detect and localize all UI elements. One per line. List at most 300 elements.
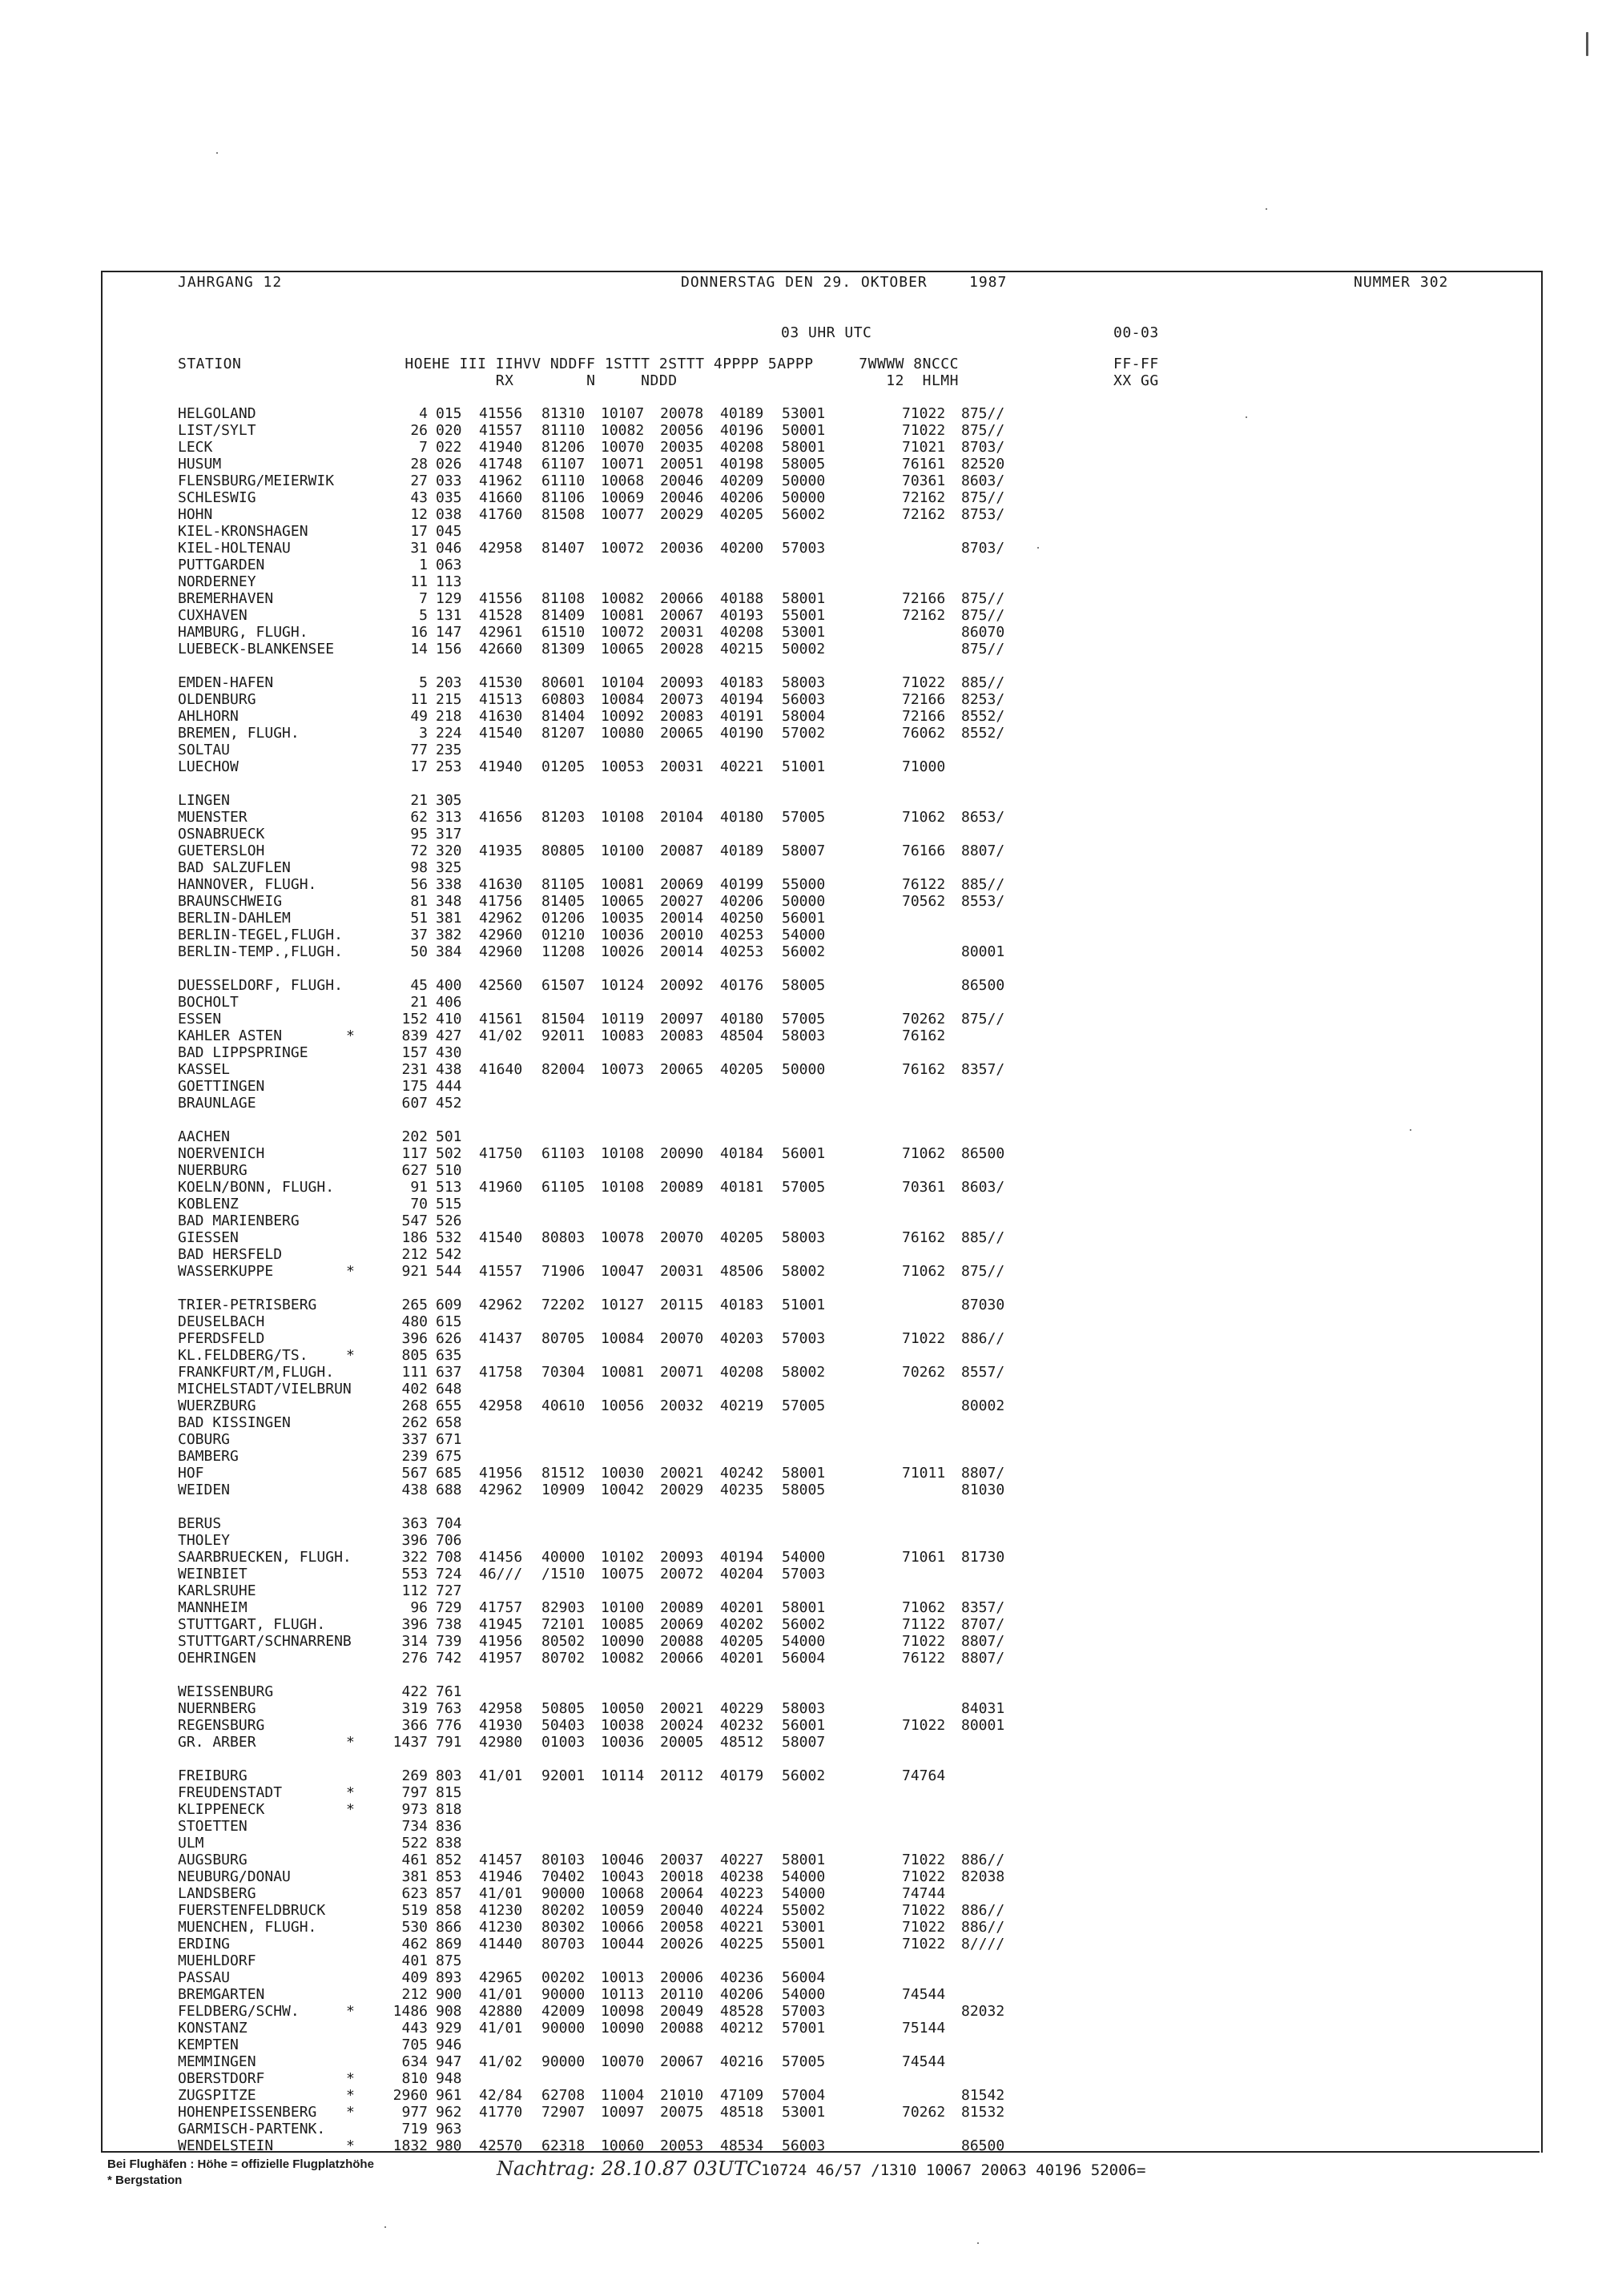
nddff-value: 50805: [541, 1700, 586, 1717]
nddff-value: 80803: [541, 1229, 586, 1246]
iihvv-value: 42660: [479, 641, 523, 657]
nddff-value: 82004: [541, 1061, 586, 1078]
station-id: 947: [436, 2053, 462, 2070]
station-id: 430: [436, 1044, 462, 1061]
iihvv-value: 41930: [479, 1717, 523, 1734]
temp-group: 10098: [601, 2003, 645, 2020]
station-name: PFERDSFELD: [178, 1330, 265, 1347]
dew-group: 20110: [660, 1986, 704, 2003]
weather-group: 71022: [902, 1919, 946, 1936]
station-id: 637: [436, 1364, 462, 1381]
cloud-group: 875//: [961, 489, 1005, 506]
pressure-group: 40203: [720, 1330, 764, 1347]
iihvv-value: 41/01: [479, 1986, 523, 2003]
nddff-value: 01206: [541, 910, 586, 927]
station-id: 893: [436, 1969, 462, 1986]
cloud-group: 875//: [961, 1011, 1005, 1027]
nddff-value: 80705: [541, 1330, 586, 1347]
station-name: NOERVENICH: [178, 1145, 265, 1162]
weather-group: 76162: [902, 1061, 946, 1078]
nddff-value: 90000: [541, 2020, 586, 2037]
station-height: 409: [401, 1969, 428, 1986]
station-id: 615: [436, 1313, 462, 1330]
dew-group: 20035: [660, 439, 704, 456]
iihvv-value: 41770: [479, 2104, 523, 2121]
station-height: 27: [410, 472, 428, 489]
temp-group: 10038: [601, 1717, 645, 1734]
station-id: 305: [436, 792, 462, 809]
weather-group: 76162: [902, 1229, 946, 1246]
pressure-group: 40183: [720, 674, 764, 691]
station-height: 50: [410, 943, 428, 960]
tendency-group: 58001: [782, 439, 826, 456]
station-height: 1486: [392, 2003, 428, 2020]
pressure-group: 40183: [720, 1297, 764, 1313]
dew-group: 20031: [660, 624, 704, 641]
station-height: 5: [419, 607, 428, 624]
station-id: 962: [436, 2104, 462, 2121]
iihvv-value: 42962: [479, 1482, 523, 1498]
weather-group: 71022: [902, 1717, 946, 1734]
nddff-value: 10909: [541, 1482, 586, 1498]
station-height: 17: [410, 758, 428, 775]
station-height: 17: [410, 523, 428, 540]
station-height: 443: [401, 2020, 428, 2037]
station-id: 869: [436, 1936, 462, 1952]
pressure-group: 48504: [720, 1027, 764, 1044]
pressure-group: 40212: [720, 2020, 764, 2037]
nddff-value: 60803: [541, 691, 586, 708]
nddff-value: 80702: [541, 1650, 586, 1667]
station-height: 547: [401, 1212, 428, 1229]
station-height: 152: [401, 1011, 428, 1027]
dew-group: 20075: [660, 2104, 704, 2121]
nddff-value: 70304: [541, 1364, 586, 1381]
temp-group: 10108: [601, 1179, 645, 1196]
tendency-group: 54000: [782, 1986, 826, 2003]
station-name: KIEL-KRONSHAGEN: [178, 523, 308, 540]
issue-year: 1987: [969, 274, 1008, 291]
nddff-value: 40000: [541, 1549, 586, 1566]
station-name: FUERSTENFELDBRUCK: [178, 1902, 326, 1919]
cloud-group: 875//: [961, 641, 1005, 657]
pressure-group: 48528: [720, 2003, 764, 2020]
station-name: WEISSENBURG: [178, 1683, 274, 1700]
dew-group: 20021: [660, 1465, 704, 1482]
pressure-group: 48534: [720, 2137, 764, 2154]
weather-group: 71022: [902, 1330, 946, 1347]
pressure-group: 40242: [720, 1465, 764, 1482]
station-name: KLIPPENECK: [178, 1801, 265, 1818]
station-height: 231: [401, 1061, 428, 1078]
station-name: WENDELSTEIN: [178, 2137, 274, 2154]
station-height: 401: [401, 1952, 428, 1969]
column-header-extra2: XX GG: [1113, 372, 1159, 389]
station-height: 95: [410, 826, 428, 842]
tendency-group: 57005: [782, 809, 826, 826]
scan-speck: [1410, 1129, 1411, 1131]
station-name: NORDERNEY: [178, 573, 256, 590]
dew-group: 20066: [660, 1650, 704, 1667]
cloud-group: 875//: [961, 1263, 1005, 1280]
pressure-group: 40204: [720, 1566, 764, 1582]
station-height: 1: [419, 557, 428, 573]
station-height: 239: [401, 1448, 428, 1465]
station-id: 035: [436, 489, 462, 506]
nddff-value: 80502: [541, 1633, 586, 1650]
station-height: 91: [410, 1179, 428, 1196]
weather-group: 70562: [902, 893, 946, 910]
nddff-value: 61107: [541, 456, 586, 472]
nddff-value: 72202: [541, 1297, 586, 1313]
station-height: 977: [401, 2104, 428, 2121]
nddff-value: 82903: [541, 1599, 586, 1616]
station-name: BAD SALZUFLEN: [178, 859, 291, 876]
station-id: 609: [436, 1297, 462, 1313]
dew-group: 20097: [660, 1011, 704, 1027]
iihvv-value: 42960: [479, 927, 523, 943]
nddff-value: 81207: [541, 725, 586, 742]
iihvv-value: 41750: [479, 1145, 523, 1162]
dew-group: 20032: [660, 1397, 704, 1414]
iihvv-value: 41940: [479, 758, 523, 775]
pressure-group: 40253: [720, 927, 764, 943]
temp-group: 10053: [601, 758, 645, 775]
tendency-group: 57001: [782, 2020, 826, 2037]
weather-group: 71022: [902, 1902, 946, 1919]
station-id: 502: [436, 1145, 462, 1162]
weather-group: 71062: [902, 809, 946, 826]
station-id: 131: [436, 607, 462, 624]
station-height: 98: [410, 859, 428, 876]
station-height: 7: [419, 439, 428, 456]
scan-speck: [1246, 416, 1247, 418]
station-height: 366: [401, 1717, 428, 1734]
cloud-group: 8557/: [961, 1364, 1005, 1381]
station-height: 381: [401, 1868, 428, 1885]
iihvv-value: 41945: [479, 1616, 523, 1633]
pressure-group: 40253: [720, 943, 764, 960]
temp-group: 10044: [601, 1936, 645, 1952]
station-name: DUESSELDORF, FLUGH.: [178, 977, 343, 994]
temp-group: 10085: [601, 1616, 645, 1633]
pressure-group: 40202: [720, 1616, 764, 1633]
temp-group: 10108: [601, 809, 645, 826]
station-name: BREMGARTEN: [178, 1986, 265, 2003]
station-name: AACHEN: [178, 1128, 231, 1145]
nddff-value: 62708: [541, 2087, 586, 2104]
pressure-group: 40176: [720, 977, 764, 994]
weather-group: 71122: [902, 1616, 946, 1633]
station-id: 738: [436, 1616, 462, 1633]
station-height: 77: [410, 742, 428, 758]
station-height: 269: [401, 1767, 428, 1784]
tendency-group: 53001: [782, 1919, 826, 1936]
dew-group: 20066: [660, 590, 704, 607]
station-id: 513: [436, 1179, 462, 1196]
nddff-value: 81309: [541, 641, 586, 657]
tendency-group: 55002: [782, 1902, 826, 1919]
pressure-group: 40194: [720, 691, 764, 708]
pressure-group: 40184: [720, 1145, 764, 1162]
temp-group: 10082: [601, 1650, 645, 1667]
station-name: GUETERSLOH: [178, 842, 265, 859]
nddff-value: 71906: [541, 1263, 586, 1280]
weather-group: 76122: [902, 1650, 946, 1667]
station-height: 322: [401, 1549, 428, 1566]
cloud-group: 82032: [961, 2003, 1005, 2020]
station-height: 12: [410, 506, 428, 523]
iihvv-value: 42958: [479, 1397, 523, 1414]
nddff-value: 81108: [541, 590, 586, 607]
pressure-group: 47109: [720, 2087, 764, 2104]
weather-group: 76162: [902, 1027, 946, 1044]
weather-group: 72166: [902, 708, 946, 725]
dew-group: 20056: [660, 422, 704, 439]
nddff-value: 81106: [541, 489, 586, 506]
station-height: 530: [401, 1919, 428, 1936]
station-name: BAD LIPPSPRINGE: [178, 1044, 308, 1061]
iihvv-value: 41660: [479, 489, 523, 506]
temp-group: 10127: [601, 1297, 645, 1313]
pressure-group: 40219: [720, 1397, 764, 1414]
tendency-group: 50000: [782, 893, 826, 910]
temp-group: 10100: [601, 842, 645, 859]
station-name: ERDING: [178, 1936, 231, 1952]
tendency-group: 50002: [782, 641, 826, 657]
cloud-group: 8653/: [961, 809, 1005, 826]
station-height: 705: [401, 2037, 428, 2053]
tendency-group: 57005: [782, 1397, 826, 1414]
station-name: KONSTANZ: [178, 2020, 248, 2037]
temp-group: 10072: [601, 540, 645, 557]
dew-group: 20046: [660, 489, 704, 506]
tendency-group: 55000: [782, 876, 826, 893]
station-id: 875: [436, 1952, 462, 1969]
tendency-group: 56002: [782, 506, 826, 523]
cloud-group: 885//: [961, 1229, 1005, 1246]
weather-group: 71062: [902, 1263, 946, 1280]
station-name: HAMBURG, FLUGH.: [178, 624, 308, 641]
tendency-group: 51001: [782, 1297, 826, 1313]
tendency-group: 58002: [782, 1364, 826, 1381]
station-height: 734: [401, 1818, 428, 1835]
temp-group: 10097: [601, 2104, 645, 2121]
pressure-group: 40196: [720, 422, 764, 439]
nddff-value: 80103: [541, 1852, 586, 1868]
cloud-group: 875//: [961, 590, 1005, 607]
cloud-group: 82520: [961, 456, 1005, 472]
cloud-group: 8552/: [961, 725, 1005, 742]
station-height: 157: [401, 1044, 428, 1061]
nddff-value: 81409: [541, 607, 586, 624]
tendency-group: 53001: [782, 405, 826, 422]
station-id: 224: [436, 725, 462, 742]
station-name: LUECHOW: [178, 758, 239, 775]
station-name: BREMERHAVEN: [178, 590, 274, 607]
station-name: KOBLENZ: [178, 1196, 239, 1212]
weather-group: 76166: [902, 842, 946, 859]
iihvv-value: 41/02: [479, 1027, 523, 1044]
cloud-group: 875//: [961, 422, 1005, 439]
station-name: THOLEY: [178, 1532, 231, 1549]
cloud-group: 8253/: [961, 691, 1005, 708]
station-name: KL.FELDBERG/TS.: [178, 1347, 308, 1364]
scan-speck: [216, 152, 218, 154]
station-name: SOLTAU: [178, 742, 231, 758]
station-name: BERLIN-TEGEL,FLUGH.: [178, 927, 343, 943]
cloud-group: 8703/: [961, 439, 1005, 456]
pressure-group: 40208: [720, 1364, 764, 1381]
station-height: 56: [410, 876, 428, 893]
iihvv-value: 41956: [479, 1633, 523, 1650]
temp-group: 10046: [601, 1852, 645, 1868]
nddff-value: 50403: [541, 1717, 586, 1734]
station-height: 7: [419, 590, 428, 607]
station-id: 763: [436, 1700, 462, 1717]
pressure-group: 40216: [720, 2053, 764, 2070]
nddff-value: 81512: [541, 1465, 586, 1482]
station-id: 900: [436, 1986, 462, 2003]
weather-group: 75144: [902, 2020, 946, 2037]
tendency-group: 57005: [782, 1179, 826, 1196]
weather-group: 71061: [902, 1549, 946, 1566]
station-height: 363: [401, 1515, 428, 1532]
station-name: STOETTEN: [178, 1818, 248, 1835]
temp-group: 10059: [601, 1902, 645, 1919]
station-id: 020: [436, 422, 462, 439]
temp-group: 10113: [601, 1986, 645, 2003]
station-name: EMDEN-HAFEN: [178, 674, 274, 691]
station-id: 685: [436, 1465, 462, 1482]
temp-group: 10060: [601, 2137, 645, 2154]
nddff-value: 80703: [541, 1936, 586, 1952]
station-id: 948: [436, 2070, 462, 2087]
cloud-group: 86500: [961, 1145, 1005, 1162]
iihvv-value: 42961: [479, 624, 523, 641]
station-id: 857: [436, 1885, 462, 1902]
tendency-group: 56004: [782, 1969, 826, 1986]
iihvv-value: 42560: [479, 977, 523, 994]
supplement-report: 10724 46/57 /1310 10067 20063 40196 52006=: [761, 2161, 1146, 2179]
tendency-group: 57004: [782, 2087, 826, 2104]
station-name: KIEL-HOLTENAU: [178, 540, 291, 557]
station-height: 11: [410, 691, 428, 708]
station-name: BERUS: [178, 1515, 222, 1532]
iihvv-value: 41760: [479, 506, 523, 523]
station-height: 438: [401, 1482, 428, 1498]
station-id: 218: [436, 708, 462, 725]
weather-group: 70361: [902, 472, 946, 489]
pressure-group: 40191: [720, 708, 764, 725]
weather-group: 71062: [902, 1599, 946, 1616]
station-name: WASSERKUPPE: [178, 1263, 274, 1280]
temp-group: 10084: [601, 1330, 645, 1347]
station-name: PASSAU: [178, 1969, 231, 1986]
temp-group: 10081: [601, 1364, 645, 1381]
tendency-group: 56001: [782, 1145, 826, 1162]
tendency-group: 58005: [782, 456, 826, 472]
cloud-group: 885//: [961, 876, 1005, 893]
pressure-group: 40229: [720, 1700, 764, 1717]
cloud-group: 8357/: [961, 1599, 1005, 1616]
column-header-extra1: FF-FF: [1113, 356, 1159, 372]
dew-group: 20065: [660, 1061, 704, 1078]
station-name: SAARBRUECKEN, FLUGH.: [178, 1549, 352, 1566]
station-id: 724: [436, 1566, 462, 1582]
weather-group: 74764: [902, 1767, 946, 1784]
station-height: 14: [410, 641, 428, 657]
tendency-group: 57005: [782, 1011, 826, 1027]
station-name: KEMPTEN: [178, 2037, 239, 2053]
pressure-group: 40225: [720, 1936, 764, 1952]
station-height: 212: [401, 1246, 428, 1263]
station-height: 5: [419, 674, 428, 691]
dew-group: 20051: [660, 456, 704, 472]
weather-group: 70361: [902, 1179, 946, 1196]
tendency-group: 56001: [782, 910, 826, 927]
cloud-group: 886//: [961, 1919, 1005, 1936]
dew-group: 20029: [660, 506, 704, 523]
weather-group: 71022: [902, 405, 946, 422]
nddff-value: 70402: [541, 1868, 586, 1885]
mountain-marker: *: [346, 1027, 355, 1044]
pressure-group: 40189: [720, 842, 764, 859]
station-name: MUENSTER: [178, 809, 248, 826]
station-name: BOCHOLT: [178, 994, 239, 1011]
nddff-value: 81407: [541, 540, 586, 557]
pressure-group: 40198: [720, 456, 764, 472]
weather-group: 71022: [902, 674, 946, 691]
weather-group: 71011: [902, 1465, 946, 1482]
tendency-group: 54000: [782, 1633, 826, 1650]
station-id: 400: [436, 977, 462, 994]
iihvv-value: 41758: [479, 1364, 523, 1381]
pressure-group: 40201: [720, 1650, 764, 1667]
weather-group: 71022: [902, 1852, 946, 1868]
station-id: 739: [436, 1633, 462, 1650]
station-id: 348: [436, 893, 462, 910]
station-name: GIESSEN: [178, 1229, 239, 1246]
station-height: 111: [401, 1364, 428, 1381]
weather-group: 71022: [902, 1633, 946, 1650]
temp-group: 10082: [601, 590, 645, 607]
pressure-group: 40205: [720, 506, 764, 523]
pressure-group: 40223: [720, 1885, 764, 1902]
station-id: 338: [436, 876, 462, 893]
station-name: HOHENPEISSENBERG: [178, 2104, 317, 2121]
dew-group: 20069: [660, 1616, 704, 1633]
iihvv-value: 41946: [479, 1868, 523, 1885]
nddff-value: 80805: [541, 842, 586, 859]
scan-speck: [1266, 208, 1267, 210]
iihvv-value: 41/01: [479, 2020, 523, 2037]
tendency-group: 57002: [782, 725, 826, 742]
temp-group: 10078: [601, 1229, 645, 1246]
station-height: 810: [401, 2070, 428, 2087]
nddff-value: 40610: [541, 1397, 586, 1414]
station-id: 063: [436, 557, 462, 573]
station-id: 761: [436, 1683, 462, 1700]
dew-group: 20024: [660, 1717, 704, 1734]
station-height: 62: [410, 809, 428, 826]
tendency-group: 58003: [782, 1027, 826, 1044]
iihvv-value: 41935: [479, 842, 523, 859]
station-height: 186: [401, 1229, 428, 1246]
dew-group: 20064: [660, 1885, 704, 1902]
mountain-marker: *: [346, 2070, 355, 2087]
tendency-group: 57003: [782, 1330, 826, 1347]
